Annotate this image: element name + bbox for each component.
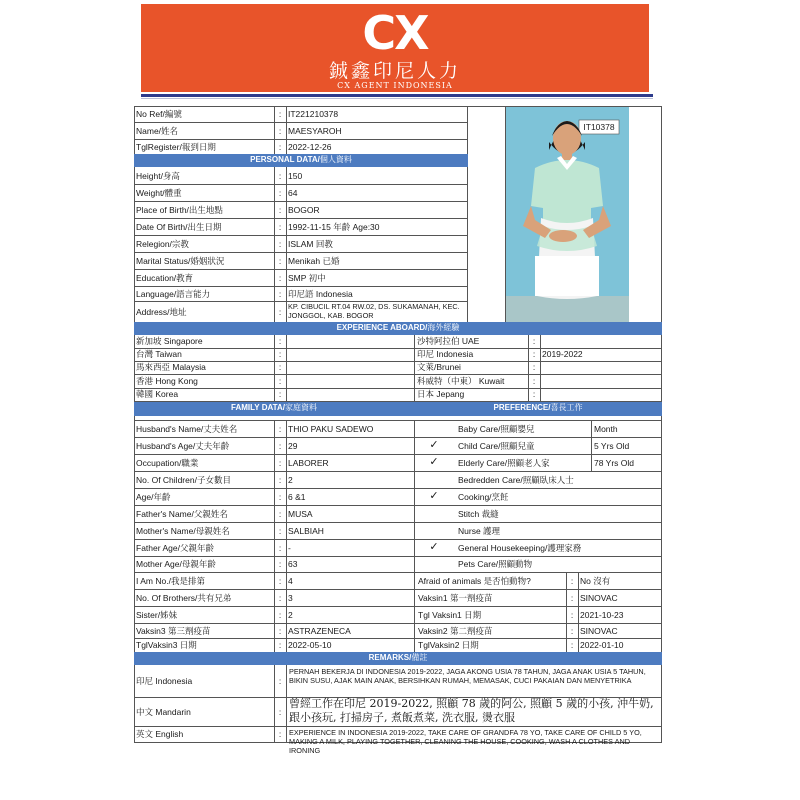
field-colon: :: [278, 508, 282, 519]
family-field-label: Husband's Age/丈夫年齡: [136, 440, 230, 451]
family-field-label: Husband's Name/丈夫姓名: [136, 423, 238, 434]
header-rule: [141, 94, 653, 97]
field-value: IT221210378: [288, 109, 339, 119]
preference-item-label: Baby Care/照顧嬰兒: [458, 423, 535, 434]
field-colon: :: [278, 457, 282, 468]
preference-item-label: Stitch 裁縫: [458, 508, 499, 519]
preference-check-icon: ✓: [429, 488, 439, 502]
field-colon: :: [278, 170, 282, 181]
personal-data-title-en: PERSONAL DATA/: [250, 155, 320, 164]
family-field-label: Mother's Name/母親姓名: [136, 525, 230, 536]
field-colon: :: [278, 306, 282, 317]
field-colon: :: [278, 204, 282, 215]
remarks-title-en: REMARKS/: [368, 653, 412, 662]
experience-country-label: 科威特（中東） Kuwait: [417, 376, 505, 386]
family-field-value: THIO PAKU SADEWO: [288, 423, 374, 434]
experience-country-label: 新加坡 Singapore: [136, 336, 203, 346]
experience-value: [286, 361, 416, 375]
remark-language-label: 中文 Mandarin: [136, 706, 191, 717]
extra-field-label: Vaksin1 第一劑疫苗: [418, 592, 493, 603]
family-field-value: 29: [288, 440, 298, 451]
field-colon: :: [570, 609, 574, 620]
experience-country-label: 日本 Jepang: [417, 389, 465, 399]
remark-text: EXPERIENCE IN INDONESIA 2019-2022, TAKE CARE OF GRANDFA 78 YO, TAKE CARE OF CHILD 5 YO, MAKING A MILK, PLAYING TOGETHER, CLEANING THE HOUSE, COOKING, WASH A CLOTHES AND IRONING: [289, 728, 642, 755]
family-field-label: TglVaksin3 日期: [136, 640, 197, 650]
grid-line: [505, 106, 506, 322]
extra-field-value: SINOVAC: [580, 592, 618, 603]
remarks-header: [134, 652, 662, 665]
experience-header: [134, 322, 662, 335]
remark-language-label: 英文 English: [136, 729, 184, 739]
preference-item-label: Nurse 護理: [458, 525, 501, 536]
personal-field-label: Date Of Birth/出生日期: [136, 221, 222, 232]
family-field-value: LABORER: [288, 457, 329, 468]
field-colon: :: [278, 559, 282, 569]
field-colon: :: [278, 255, 282, 266]
field-colon: :: [532, 349, 536, 359]
personal-field-label: Language/語言能力: [136, 288, 211, 299]
experience-country-label: 台灣 Taiwan: [136, 349, 182, 359]
company-name-en: CX AGENT INDONESIA: [337, 81, 453, 90]
field-label: Name/姓名: [136, 125, 179, 136]
preference-check-icon: ✓: [429, 437, 439, 451]
preference-item-label: Child Care/照顧兒童: [458, 440, 535, 451]
preference-item-label: Cooking/烹飪: [458, 491, 509, 502]
field-colon: :: [532, 336, 536, 346]
experience-country-label: 香港 Hong Kong: [136, 376, 198, 386]
personal-data-title-cn: 個人資料: [319, 155, 352, 164]
personal-data-header: [134, 154, 468, 167]
personal-field-label: Education/教育: [136, 272, 194, 283]
field-colon: :: [278, 592, 282, 603]
field-colon: :: [278, 625, 282, 636]
family-field-label: Sister/姊妹: [136, 609, 178, 620]
personal-field-value: 1992-11-15 年齡 Age:30: [288, 221, 380, 232]
family-field-label: Mother Age/母親年齡: [136, 559, 216, 569]
field-colon: :: [278, 187, 282, 198]
family-field-value: 3: [288, 592, 293, 603]
field-colon: :: [570, 575, 574, 586]
preference-item-label: Bedredden Care/照顧臥床人士: [458, 474, 574, 485]
extra-field-value: SINOVAC: [580, 625, 618, 636]
remark-text: PERNAH BEKERJA DI INDONESIA 2019-2022, JAGA AKONG USIA 78 TAHUN, JAGA ANAK USIA 5 TAHUN, BIKIN SUSU, AJAK MAIN ANAK, BERSIHKAN RUMAH, MEMASAK, CUCI PAKAIAN DAN MENYETRIKA: [289, 667, 646, 685]
company-name-cn: 鋮鑫印尼人力: [328, 60, 461, 82]
field-colon: :: [278, 272, 282, 283]
personal-field-value: 64: [288, 187, 298, 198]
photo-tag: IT10378: [583, 122, 615, 132]
family-field-label: No. Of Children/子女數目: [136, 474, 231, 485]
extra-field-label: Tgl Vaksin1 日期: [418, 609, 482, 620]
family-data-title-en: FAMILY DATA/: [231, 403, 285, 412]
field-colon: :: [278, 640, 282, 650]
field-colon: :: [570, 592, 574, 603]
experience-country-label: 沙特阿拉伯 UAE: [417, 336, 480, 346]
personal-field-value: 150: [288, 170, 303, 181]
extra-field-value: 2021-10-23: [580, 609, 624, 620]
experience-value: 2019-2022: [542, 349, 583, 359]
field-colon: :: [278, 362, 282, 372]
experience-value: [286, 388, 416, 402]
personal-field-label: Weight/體重: [136, 187, 182, 198]
field-colon: :: [278, 109, 282, 119]
family-field-value: 63: [288, 559, 298, 569]
personal-field-value: ISLAM 回教: [288, 238, 333, 249]
experience-value: [286, 335, 416, 349]
field-colon: :: [278, 575, 282, 586]
preference-header: [414, 402, 662, 416]
field-colon: :: [278, 336, 282, 346]
preference-check-icon: ✓: [429, 454, 439, 468]
experience-value: [540, 388, 662, 402]
field-colon: :: [570, 640, 574, 650]
preference-check-icon: ✓: [429, 539, 439, 553]
family-field-value: ASTRAZENECA: [288, 625, 351, 636]
experience-value: [540, 335, 662, 349]
field-colon: :: [278, 125, 282, 136]
personal-field-value: BOGOR: [288, 204, 320, 215]
extra-field-label: Vaksin2 第二劑疫苗: [418, 625, 493, 636]
personal-field-label: Address/地址: [136, 306, 187, 317]
family-field-value: -: [288, 542, 291, 553]
family-field-label: Age/年齡: [136, 491, 171, 502]
family-field-value: 4: [288, 575, 293, 586]
field-colon: :: [278, 609, 282, 620]
preference-item-detail: 5 Yrs Old: [594, 440, 630, 451]
extra-field-value: No 沒有: [580, 575, 611, 586]
family-field-value: 6 &1: [288, 491, 306, 502]
field-colon: :: [532, 376, 536, 386]
field-colon: :: [278, 542, 282, 553]
field-colon: :: [278, 349, 282, 359]
preference-item-label: Elderly Care/照顧老人家: [458, 457, 550, 468]
family-field-value: 2: [288, 474, 293, 485]
address-value: KP. CIBUCIL RT.04 RW.02, DS. SUKAMANAH, KEC. JONGGOL, KAB. BOGOR: [288, 302, 460, 320]
family-field-label: Father Age/父親年齡: [136, 542, 214, 553]
family-data-title-cn: 家庭資料: [284, 403, 317, 412]
candidate-photo-illustration: [505, 106, 629, 322]
header-rule-thin: [141, 98, 653, 99]
field-colon: :: [532, 362, 536, 372]
field-colon: :: [278, 389, 282, 399]
extra-field-value: 2022-01-10: [580, 640, 624, 650]
personal-field-label: Relegion/宗教: [136, 238, 189, 249]
personal-field-label: Height/身高: [136, 170, 180, 181]
field-colon: :: [532, 389, 536, 399]
field-colon: :: [570, 625, 574, 636]
family-data-header: [134, 402, 414, 416]
experience-title-en: EXPERIENCE ABOARD/: [336, 323, 428, 332]
preference-title-en: PREFERENCE/: [493, 403, 551, 412]
remark-text: 曾經工作在印尼 2019-2022, 照顧 78 歲的阿公, 照顧 5 歲的小孩, 沖牛奶, 跟小孩玩, 打掃房子, 煮飯煮菜, 洗衣服, 燙衣服: [289, 697, 654, 724]
extra-field-label: Afraid of animals 是否怕動物?: [418, 575, 531, 586]
candidate-photo: [505, 106, 629, 322]
experience-country-label: 文萊/Brunei: [417, 362, 461, 372]
personal-field-value: SMP 初中: [288, 272, 326, 283]
field-colon: :: [278, 288, 282, 299]
family-field-label: I Am No./我是排第: [136, 575, 205, 586]
family-field-value: MUSA: [288, 508, 313, 519]
field-label: TglRegister/報到日期: [136, 141, 216, 152]
preference-item-detail: 78 Yrs Old: [594, 457, 635, 468]
extra-field-label: TglVaksin2 日期: [418, 640, 479, 650]
field-colon: :: [278, 491, 282, 502]
field-colon: :: [278, 676, 282, 686]
personal-field-label: Marital Status/婚姻狀況: [136, 255, 225, 266]
field-colon: :: [278, 706, 282, 717]
experience-value: [286, 375, 416, 389]
preference-title-cn: 喜長工作: [550, 403, 583, 412]
header-banner: [141, 4, 649, 92]
field-colon: :: [278, 141, 282, 152]
preference-item-label: Pets Care/照顧動物: [458, 559, 533, 569]
field-colon: :: [278, 221, 282, 232]
personal-field-label: Place of Birth/出生地點: [136, 204, 223, 215]
family-field-value: 2022-05-10: [288, 640, 332, 650]
family-field-label: Vaksin3 第三劑疫苗: [136, 625, 211, 636]
personal-field-value: 印尼語 Indonesia: [288, 288, 353, 299]
field-label: No Ref/編號: [136, 109, 182, 119]
remarks-title-cn: 備註: [411, 653, 428, 662]
preference-item-detail: Month: [594, 423, 618, 434]
experience-value: [286, 348, 416, 362]
field-colon: :: [278, 525, 282, 536]
field-value: MAESYAROH: [288, 125, 342, 136]
preference-item-label: General Housekeeping/護理家務: [458, 542, 582, 553]
experience-country-label: 韓國 Korea: [136, 389, 179, 399]
remark-language-label: 印尼 Indonesia: [136, 676, 193, 686]
family-field-label: Father's Name/父親姓名: [136, 508, 228, 519]
experience-country-label: 馬來西亞 Malaysia: [136, 362, 206, 372]
experience-value: [540, 361, 662, 375]
company-logo-mark: CX: [362, 6, 428, 60]
field-colon: :: [278, 376, 282, 386]
field-colon: :: [278, 474, 282, 485]
field-colon: :: [278, 238, 282, 249]
field-value: 2022-12-26: [288, 141, 332, 152]
experience-value: [540, 375, 662, 389]
field-colon: :: [278, 440, 282, 451]
experience-country-label: 印尼 Indonesia: [417, 349, 474, 359]
family-field-label: No. Of Brothers/共有兄弟: [136, 592, 232, 603]
field-colon: :: [278, 729, 282, 739]
family-field-value: 2: [288, 609, 293, 620]
personal-field-value: Menikah 已婚: [288, 255, 340, 266]
experience-title-cn: 海外經驗: [427, 323, 460, 332]
family-field-value: SALBIAH: [288, 525, 324, 536]
family-field-label: Occupation/職業: [136, 457, 199, 468]
field-colon: :: [278, 423, 282, 434]
